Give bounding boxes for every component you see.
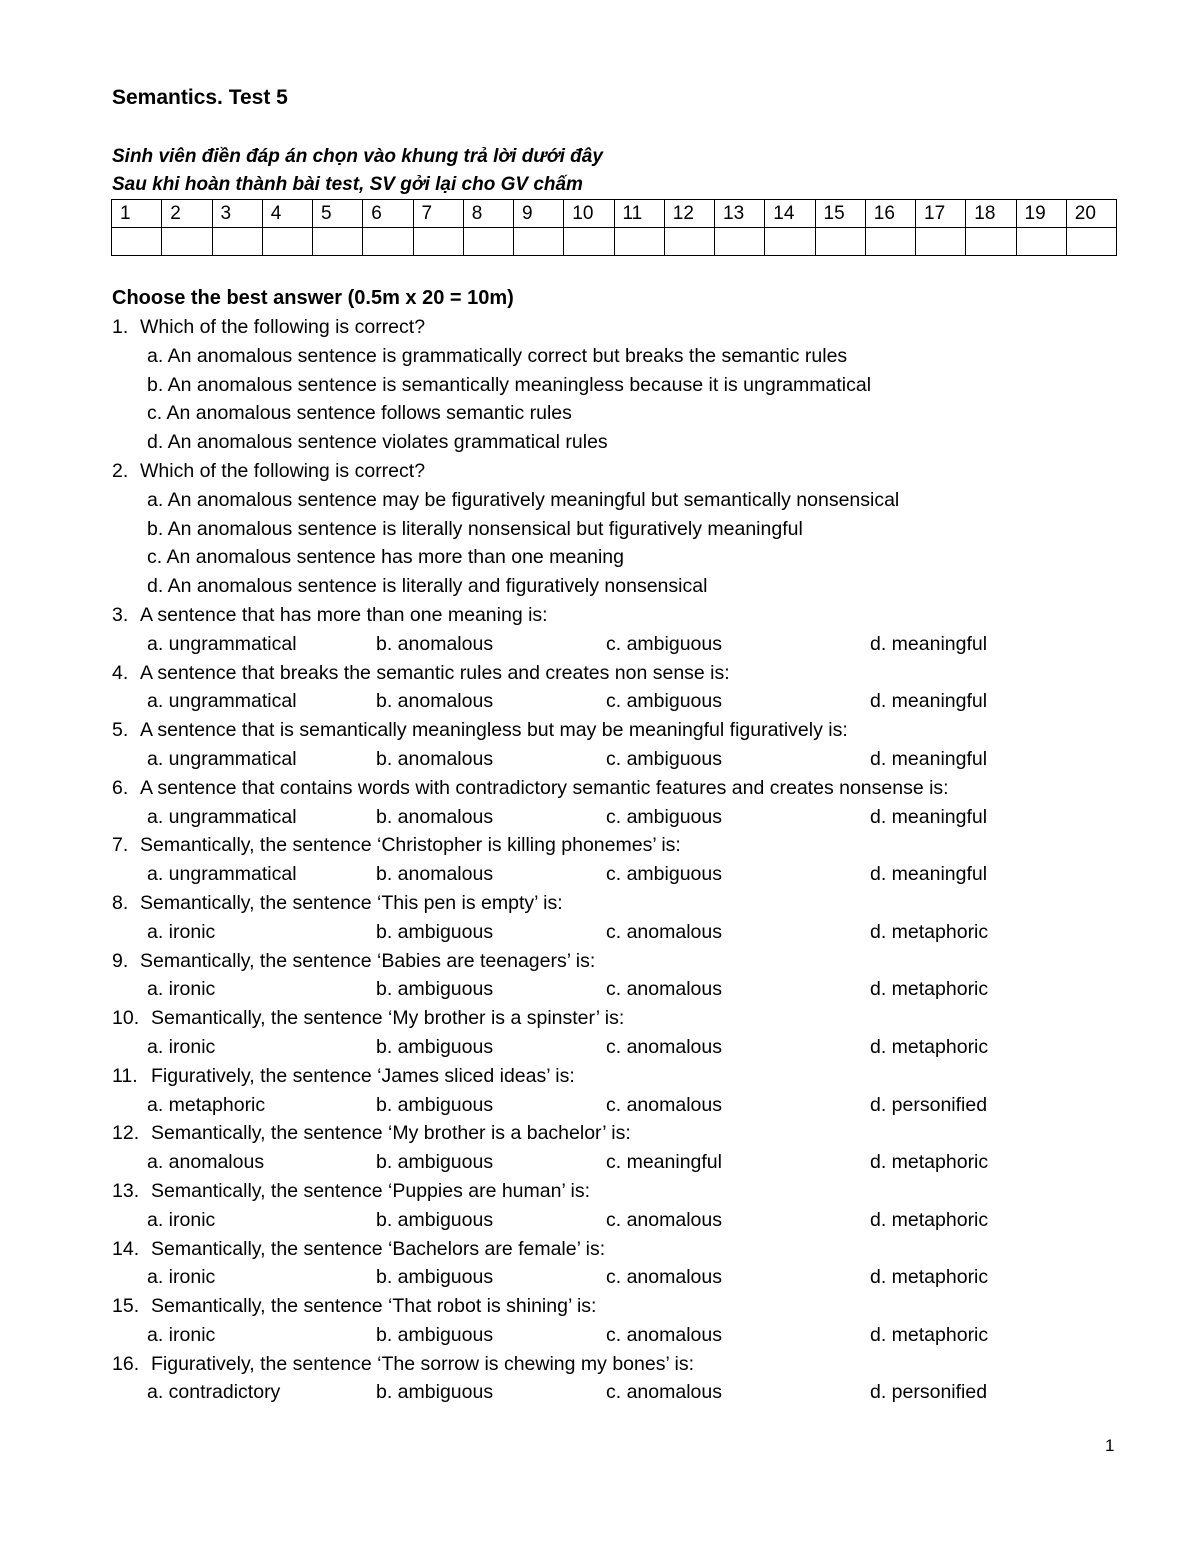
answer-options-row <box>112 803 1172 832</box>
answer-grid-number-cell: 3 <box>212 200 262 228</box>
answer-cell-13[interactable] <box>715 228 765 256</box>
question-number: 16. <box>112 1352 140 1375</box>
answer-option: d. meaningful <box>870 747 988 770</box>
answer-option: d. metaphoric <box>870 1035 989 1058</box>
question-text: A sentence that contains words with contradictory semantic features and creates nonsense is: <box>140 776 949 799</box>
question-14 <box>112 1235 1172 1264</box>
answer-options-row <box>112 975 1172 1004</box>
answer-option: a. ironic <box>147 1035 216 1058</box>
question-text: Which of the following is correct? <box>140 316 426 338</box>
answer-option: c. ambiguous <box>606 690 722 713</box>
question-text: A sentence that is semantically meaningless but may be meaningful figuratively is: <box>140 719 848 742</box>
answer-option: d. meaningful <box>870 632 988 655</box>
answer-grid-number-cell: 12 <box>664 200 714 228</box>
answer-option: c. anomalous <box>606 1381 722 1404</box>
answer-options-row <box>112 630 1172 659</box>
answer-option: a. ungrammatical <box>147 863 297 886</box>
question-5 <box>112 716 1172 745</box>
answer-option: b. anomalous <box>376 747 494 770</box>
answer-option: d. meaningful <box>870 805 988 828</box>
answer-option: c. ambiguous <box>606 632 722 655</box>
answer-option: c. ambiguous <box>606 805 722 828</box>
answer-grid-numbers-row <box>112 200 1117 228</box>
question-number: 8. <box>112 891 129 914</box>
answer-grid-number-cell: 17 <box>916 200 966 228</box>
answer-options-row <box>112 1206 1172 1235</box>
question-text: Semantically, the sentence ‘My brother is a spinster’ is: <box>151 1007 625 1030</box>
question-text: Semantically, the sentence ‘My brother is a bachelor’ is: <box>151 1122 631 1145</box>
question-16 <box>112 1350 1172 1379</box>
question-list <box>112 313 1172 1407</box>
instruction-line-1: Sinh viên điền đáp án chọn vào khung trả lời dưới đây <box>112 146 603 167</box>
answer-option: b. anomalous <box>376 805 494 828</box>
answer-option: a. contradictory <box>147 1381 281 1404</box>
question-number: 13. <box>112 1179 140 1202</box>
answer-option: c. anomalous <box>606 978 722 1001</box>
question-10 <box>112 1004 1172 1033</box>
answer-option: b. ambiguous <box>376 1035 494 1058</box>
answer-cell-1[interactable] <box>112 228 162 256</box>
answer-option: b. An anomalous sentence is literally nonsensical but figuratively meaningful <box>147 517 803 540</box>
answer-option: a. An anomalous sentence may be figuratively meaningful but semantically nonsensical <box>147 488 900 511</box>
answer-grid-number-cell: 18 <box>966 200 1016 228</box>
question-number: 12. <box>112 1122 140 1145</box>
question-number: 9. <box>112 949 129 972</box>
answer-cell-5[interactable] <box>313 228 363 256</box>
answer-cell-14[interactable] <box>765 228 815 256</box>
question-text: Semantically, the sentence ‘This pen is empty’ is: <box>140 891 563 914</box>
answer-options-row <box>112 687 1172 716</box>
question-text: Figuratively, the sentence ‘The sorrow is chewing my bones’ is: <box>151 1352 694 1375</box>
answer-options-row <box>112 1321 1172 1350</box>
answer-grid-number-cell: 16 <box>865 200 915 228</box>
question-12 <box>112 1119 1172 1148</box>
answer-grid-number-cell: 4 <box>262 200 312 228</box>
answer-grid-number-cell: 1 <box>112 200 162 228</box>
answer-option: d. meaningful <box>870 690 988 713</box>
question-number: 14. <box>112 1237 140 1260</box>
answer-cell-9[interactable] <box>514 228 564 256</box>
question-9 <box>112 947 1172 976</box>
answer-cell-11[interactable] <box>614 228 664 256</box>
answer-option: b. An anomalous sentence is semantically meaningless because it is ungrammatical <box>147 373 872 396</box>
answer-option: c. anomalous <box>606 1323 722 1346</box>
answer-option: c. An anomalous sentence follows semantic rules <box>147 402 572 425</box>
answer-cell-7[interactable] <box>413 228 463 256</box>
answer-option: c. anomalous <box>606 1035 722 1058</box>
answer-option: a. ungrammatical <box>147 632 297 655</box>
answer-cell-20[interactable] <box>1066 228 1116 256</box>
answer-option: a. ungrammatical <box>147 690 297 713</box>
question-text: A sentence that breaks the semantic rules and creates non sense is: <box>140 661 730 684</box>
page-title: Semantics. Test 5 <box>112 86 288 109</box>
answer-option: b. ambiguous <box>376 1266 494 1289</box>
question-number: 2. <box>112 459 129 482</box>
question-7 <box>112 831 1172 860</box>
question-number: 3. <box>112 603 129 626</box>
answer-option: a. ironic <box>147 1208 216 1231</box>
answer-option: a. ironic <box>147 920 216 943</box>
answer-options-row <box>112 1378 1172 1407</box>
answer-option: a. ungrammatical <box>147 805 297 828</box>
answer-option: d. An anomalous sentence violates grammatical rules <box>147 431 608 454</box>
answer-option: c. anomalous <box>606 1208 722 1231</box>
answer-option: d. personified <box>870 1093 988 1116</box>
question-1 <box>112 313 1172 342</box>
question-8 <box>112 889 1172 918</box>
answer-option: c. anomalous <box>606 1266 722 1289</box>
answer-option: a. ironic <box>147 1323 216 1346</box>
question-number: 11. <box>112 1064 138 1087</box>
question-4 <box>112 659 1172 688</box>
answer-options-row <box>112 1033 1172 1062</box>
question-number: 4. <box>112 661 129 684</box>
page-number: 1 <box>1105 1436 1115 1455</box>
answer-option: d. An anomalous sentence is literally and figuratively nonsensical <box>147 575 708 598</box>
answer-cell-17[interactable] <box>916 228 966 256</box>
answer-options-row <box>112 745 1172 774</box>
section-title: Choose the best answer (0.5m x 20 = 10m) <box>112 287 514 309</box>
answer-cell-3[interactable] <box>212 228 262 256</box>
answer-option: a. metaphoric <box>147 1093 266 1116</box>
answer-option: d. metaphoric <box>870 920 989 943</box>
question-text: Semantically, the sentence ‘Puppies are human’ is: <box>151 1179 590 1202</box>
question-15 <box>112 1292 1172 1321</box>
answer-option: a. ironic <box>147 978 216 1001</box>
answer-cell-10[interactable] <box>564 228 614 256</box>
question-text: Semantically, the sentence ‘Christopher is killing phonemes’ is: <box>140 834 681 857</box>
answer-option: b. ambiguous <box>376 1208 494 1231</box>
answer-grid-number-cell: 10 <box>564 200 614 228</box>
answer-grid-number-cell: 6 <box>363 200 413 228</box>
answer-grid-number-cell: 19 <box>1016 200 1066 228</box>
answer-options-row <box>112 860 1172 889</box>
answer-option: c. ambiguous <box>606 747 722 770</box>
answer-option: b. ambiguous <box>376 920 494 943</box>
answer-option: d. metaphoric <box>870 1151 989 1174</box>
answer-cell-6[interactable] <box>363 228 413 256</box>
answer-option: d. metaphoric <box>870 978 989 1001</box>
answer-option: b. anomalous <box>376 632 494 655</box>
answer-option: d. meaningful <box>870 863 988 886</box>
question-number: 6. <box>112 776 129 799</box>
answer-option: d. metaphoric <box>870 1208 989 1231</box>
answer-option: b. anomalous <box>376 690 494 713</box>
question-number: 10. <box>112 1007 140 1030</box>
answer-cell-4[interactable] <box>262 228 312 256</box>
answer-cell-19[interactable] <box>1016 228 1066 256</box>
answer-grid <box>111 199 1117 256</box>
answer-cell-2[interactable] <box>162 228 212 256</box>
answer-option: d. personified <box>870 1381 988 1404</box>
answer-cell-15[interactable] <box>815 228 865 256</box>
question-text: Which of the following is correct? <box>140 459 426 482</box>
answer-grid-answers-row <box>112 228 1117 256</box>
answer-option: d. metaphoric <box>870 1266 989 1289</box>
answer-grid-number-cell: 2 <box>162 200 212 228</box>
question-number: 7. <box>112 834 129 857</box>
answer-grid-number-cell: 15 <box>815 200 865 228</box>
answer-grid-number-cell: 8 <box>463 200 513 228</box>
question-text: Semantically, the sentence ‘Babies are teenagers’ is: <box>140 949 596 972</box>
answer-options-row <box>112 1148 1172 1177</box>
answer-grid-number-cell: 13 <box>715 200 765 228</box>
question-text: Figuratively, the sentence ‘James sliced ideas’ is: <box>151 1064 575 1087</box>
answer-option: c. An anomalous sentence has more than one meaning <box>147 546 624 569</box>
answer-cell-16[interactable] <box>865 228 915 256</box>
answer-option: b. ambiguous <box>376 1151 494 1174</box>
answer-option: a. ungrammatical <box>147 747 297 770</box>
answer-options-row <box>112 1091 1172 1120</box>
answer-cell-8[interactable] <box>463 228 513 256</box>
answer-cell-12[interactable] <box>664 228 714 256</box>
answer-option: b. ambiguous <box>376 978 494 1001</box>
answer-grid-number-cell: 14 <box>765 200 815 228</box>
answer-option: a. anomalous <box>147 1151 265 1174</box>
question-text: Semantically, the sentence ‘Bachelors are female’ is: <box>151 1237 606 1260</box>
answer-options-row <box>112 1263 1172 1292</box>
answer-grid-number-cell: 11 <box>614 200 664 228</box>
answer-option: b. ambiguous <box>376 1381 494 1404</box>
question-6 <box>112 774 1172 803</box>
answer-option: c. anomalous <box>606 920 722 943</box>
answer-grid-number-cell: 9 <box>514 200 564 228</box>
question-text: A sentence that has more than one meaning is: <box>140 603 548 626</box>
question-2 <box>112 457 1172 486</box>
answer-option: d. metaphoric <box>870 1323 989 1346</box>
question-text: Semantically, the sentence ‘That robot is shining’ is: <box>151 1295 597 1318</box>
answer-grid-number-cell: 7 <box>413 200 463 228</box>
answer-grid-number-cell: 5 <box>313 200 363 228</box>
question-number: 15. <box>112 1295 140 1318</box>
answer-option: b. anomalous <box>376 863 494 886</box>
question-3 <box>112 601 1172 630</box>
question-number: 5. <box>112 719 129 742</box>
question-number: 1. <box>112 316 129 338</box>
answer-option: b. ambiguous <box>376 1093 494 1116</box>
answer-cell-18[interactable] <box>966 228 1016 256</box>
question-13 <box>112 1177 1172 1206</box>
answer-option: a. ironic <box>147 1266 216 1289</box>
answer-option: b. ambiguous <box>376 1323 494 1346</box>
instruction-line-2: Sau khi hoàn thành bài test, SV gởi lại cho GV chấm <box>112 174 583 195</box>
answer-option: c. ambiguous <box>606 863 722 886</box>
answer-option: c. meaningful <box>606 1151 722 1174</box>
answer-option: a. An anomalous sentence is grammatically correct but breaks the semantic rules <box>147 344 848 367</box>
question-11 <box>112 1062 1172 1091</box>
answer-options-row <box>112 918 1172 947</box>
answer-grid-number-cell: 20 <box>1066 200 1116 228</box>
answer-option: c. anomalous <box>606 1093 722 1116</box>
